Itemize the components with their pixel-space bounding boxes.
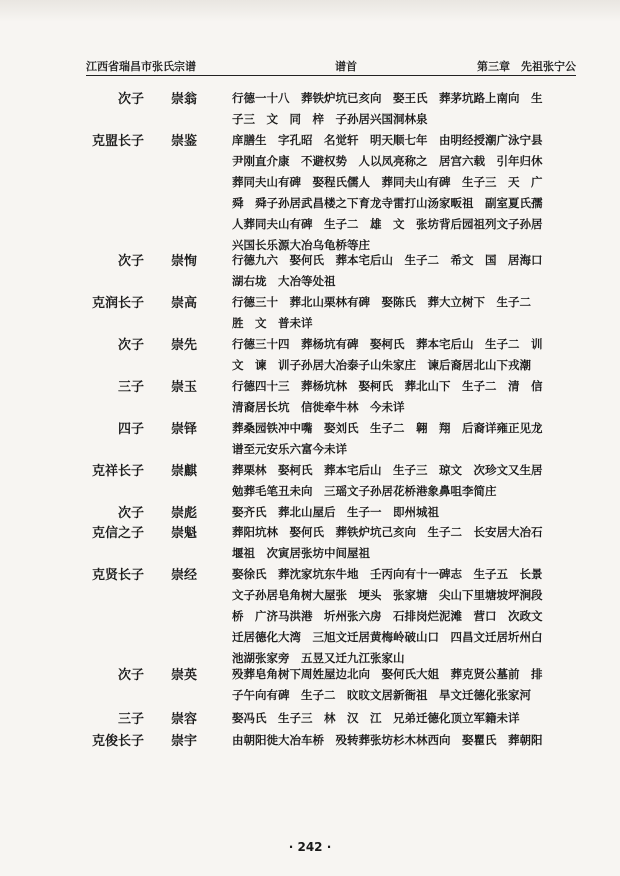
entry-name: 崇经 xyxy=(171,568,198,583)
entry-name: 崇英 xyxy=(171,668,198,683)
entry-line: 葬同夫山有碑 娶程氏儒人 葬同夫山有碑 生子三 天 广 xyxy=(232,175,543,189)
entry-relation: 次子 xyxy=(117,254,144,269)
entry-line: 兴国长乐源大冶乌龟桥等庄 xyxy=(232,238,370,252)
entry-line: 子午向有碑 生子二 旼旼文居新衙祖 旱文迁德化张家河 xyxy=(232,688,531,702)
entry-text xyxy=(232,664,578,706)
entry-relation: 次子 xyxy=(117,92,144,107)
entry-line: 谱至元安乐六富今未详 xyxy=(232,442,347,456)
entry-relation: 次子 xyxy=(117,668,144,683)
entry-line: 行德三十 葬北山栗林有碑 娶陈氏 葬大立树下 生子二 xyxy=(232,295,531,309)
entry-line: 庠膳生 字孔昭 名觉轩 明天顺七年 由明经授潮广泳宁县 xyxy=(232,133,543,147)
entry-line: 娶齐氏 葬北山屋后 生子一 即州城祖 xyxy=(232,505,439,519)
entry-line: 娶冯氏 生子三 林 汉 江 兄弟迁德化顶立军籍未详 xyxy=(232,711,520,725)
entry-text xyxy=(232,564,578,669)
entry-line: 文 谏 训子孙居大冶泰子山朱家庄 谏后裔居北山下戎潮 xyxy=(232,358,531,372)
entry-text xyxy=(232,730,578,751)
entry-name: 崇高 xyxy=(171,296,198,311)
entry-line: 文子孙居皂角树大屋张 埂头 张家塘 尖山下里塘坡坪涧段 xyxy=(232,588,543,602)
entry-relation: 三子 xyxy=(117,380,144,395)
entry-line: 行德九六 娶何氏 葬本宅后山 生子二 希文 国 居海口 xyxy=(232,253,543,267)
entry-line: 舜 舜子孙居武昌楼之下育龙寺雷打山汤家畈祖 副室夏氏孺 xyxy=(232,196,543,210)
entry-name: 崇容 xyxy=(171,712,198,727)
header-book-title: 江西省瑞昌市张氏宗谱 xyxy=(86,60,196,73)
entry-name: 崇恂 xyxy=(171,254,198,269)
entry-line: 人葬同夫山有碑 生子二 雄 文 张坊背后园祖列文子孙居 xyxy=(232,217,543,231)
page-number: · 242 · xyxy=(288,840,332,854)
entry-line: 娶徐氏 葬沈家坑东牛地 壬丙向有十一碑志 生子五 长景 xyxy=(232,567,543,581)
entry-relation: 次子 xyxy=(117,338,144,353)
entry-text xyxy=(232,376,578,418)
entry-line: 清裔居长坑 信徙牵牛林 今未详 xyxy=(232,400,405,414)
entry-relation: 克祥长子 xyxy=(91,464,144,479)
entry-line: 桥 广济马洪港 圻州张六房 石排岗烂泥滩 营口 次政文 xyxy=(232,609,543,623)
entry-relation: 次子 xyxy=(117,506,144,521)
entry-line: 殁葬皂角树下周姓屋边北向 娶何氏大姐 葬克贤公墓前 排 xyxy=(232,667,543,681)
entry-line: 湖右垅 大冶等处祖 xyxy=(232,274,336,288)
entry-relation: 克信之子 xyxy=(91,526,144,541)
entry-line: 池湖张家旁 五昱又迁九江张家山 xyxy=(232,651,405,665)
entry-name: 崇麒 xyxy=(171,464,198,479)
entry-line: 堰祖 次寅居张坊中间屋祖 xyxy=(232,546,370,560)
entry-text xyxy=(232,250,578,292)
entry-relation: 四子 xyxy=(117,422,144,437)
entry-text xyxy=(232,502,578,523)
entry-name: 崇鉴 xyxy=(171,134,198,149)
entry-name: 崇铎 xyxy=(171,422,198,437)
entry-text xyxy=(232,88,578,130)
entry-line: 子三 文 同 梓 子孙居兴国洞林泉 xyxy=(232,112,428,126)
entry-text xyxy=(232,522,578,564)
entry-name: 崇魁 xyxy=(171,526,198,541)
header-section: 谱首 xyxy=(335,60,357,73)
entry-name: 崇先 xyxy=(171,338,198,353)
entry-text xyxy=(232,708,578,729)
entry-line: 行德三十四 葬杨坑有碑 娶柯氏 葬本宅后山 生子二 训 xyxy=(232,337,543,351)
page-top-margin xyxy=(0,0,620,22)
entry-line: 迁居德化大湾 三旭文迁居黄梅岭破山口 四昌文迁居圻州白 xyxy=(232,630,543,644)
entry-line: 由朝阳徙大冶车桥 殁转葬张坊杉木林西向 娶瞿氏 葬朝阳 xyxy=(232,733,543,747)
entry-relation: 克俊长子 xyxy=(91,734,144,749)
entry-line: 胜 文 普未详 xyxy=(232,316,313,330)
header-chapter: 第三章 先祖张宁公 xyxy=(477,60,576,73)
header-rule xyxy=(86,75,576,76)
entry-name: 崇宇 xyxy=(171,734,198,749)
entry-line: 勉葬毛笔丑未向 三瑶文子孙居花桥港象鼻咀李简庄 xyxy=(232,484,497,498)
entry-line: 葬桑园铁冲中嘴 娶刘氏 生子二 翱 翔 后裔详雍正见龙 xyxy=(232,421,543,435)
entry-line: 行德一十八 葬铁炉坑已亥向 娶王氏 葬茅坑路上南向 生 xyxy=(232,91,543,105)
entry-relation: 克润长子 xyxy=(91,296,144,311)
entry-text xyxy=(232,460,578,502)
entry-relation: 克贤长子 xyxy=(91,568,144,583)
entry-relation: 三子 xyxy=(117,712,144,727)
entry-text xyxy=(232,130,578,256)
entry-name: 崇玉 xyxy=(171,380,198,395)
entry-text xyxy=(232,418,578,460)
entry-line: 尹刚直介康 不避权势 人以凤亮称之 居宫六载 引年归休 xyxy=(232,154,543,168)
entry-line: 葬栗林 娶柯氏 葬本宅后山 生子三 琼文 次珍文又生居 xyxy=(232,463,543,477)
entry-line: 行德四十三 葬杨坑林 娶柯氏 葬北山下 生子二 清 信 xyxy=(232,379,543,393)
entry-text xyxy=(232,334,578,376)
entry-name: 崇彪 xyxy=(171,506,198,521)
running-header xyxy=(86,54,576,76)
entry-relation: 克盟长子 xyxy=(91,134,144,149)
entry-line: 葬阳坑林 娶何氏 葬铁炉坑己亥向 生子二 长安居大冶石 xyxy=(232,525,543,539)
entry-name: 崇翁 xyxy=(171,92,198,107)
entry-text xyxy=(232,292,578,334)
